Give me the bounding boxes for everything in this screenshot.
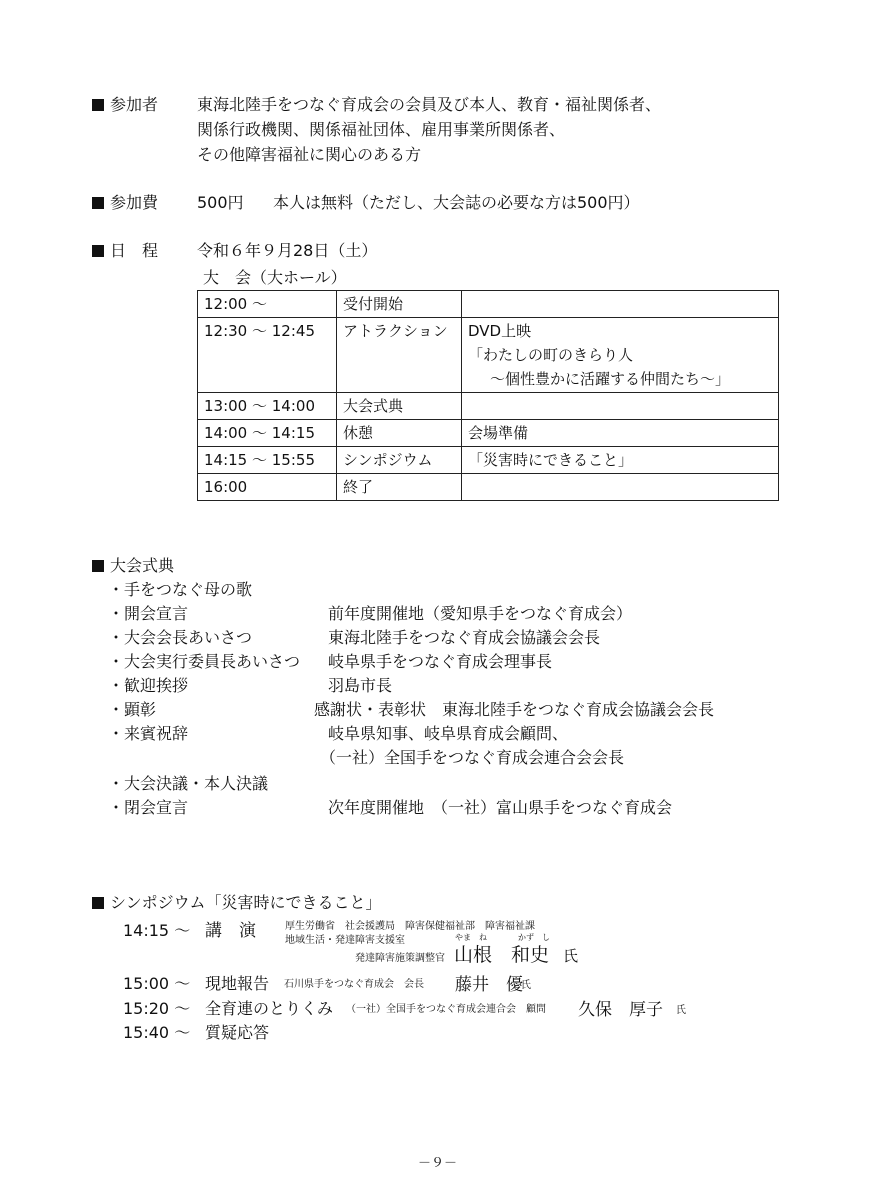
qa-time: 15:40 ～	[123, 1023, 191, 1042]
lecture-ruby-2: かず し	[518, 933, 550, 942]
ceremony-item-by: 前年度開催地（愛知県手をつなぐ育成会）	[328, 604, 633, 623]
report-speaker-name: 藤井 優	[455, 975, 523, 995]
ceremony-item-by: 羽島市長	[328, 676, 393, 695]
time-cell: 12:00 ～	[198, 291, 337, 318]
table-row	[198, 447, 779, 474]
ceremony-item: ・来賓祝辞	[108, 724, 189, 743]
table-row	[198, 474, 779, 501]
table-row	[198, 420, 779, 447]
national-honorific: 氏	[676, 1005, 686, 1016]
lecture-time: 14:15 ～	[123, 921, 191, 940]
page-number: －９－	[418, 1156, 458, 1171]
ceremony-item: ・顕彰	[108, 700, 157, 719]
ceremony-heading: 大会式典	[92, 553, 174, 576]
detail-cell	[462, 318, 779, 393]
bullet-square-icon	[92, 245, 104, 257]
lecture-title: 講 演	[205, 921, 256, 941]
ceremony-item: ・手をつなぐ母の歌	[108, 580, 253, 599]
ceremony-item: ・大会会長あいさつ	[108, 628, 253, 647]
lecture-speaker-name: 山根 和史	[454, 944, 550, 966]
item-cell: 大会式典	[337, 393, 462, 420]
national-speaker-name: 久保 厚子	[578, 1000, 663, 1020]
time-cell: 14:00 ～ 14:15	[198, 420, 337, 447]
schedule-date: 令和６年９月28日（土）	[197, 241, 378, 260]
participants-heading: 参加者	[92, 92, 158, 115]
fee-heading: 参加費	[92, 190, 158, 213]
report-honorific: 氏	[521, 980, 531, 991]
ceremony-item: ・大会実行委員長あいさつ	[108, 652, 301, 671]
bullet-square-icon	[92, 897, 104, 909]
lecture-affiliation-2: 地域生活・発達障害支援室	[285, 935, 405, 946]
item-cell: 終了	[337, 474, 462, 501]
detail-line: DVD上映	[468, 322, 532, 340]
detail-cell: 会場準備	[462, 420, 779, 447]
ceremony-item-by: 岐阜県知事、岐阜県育成会顧問、	[328, 724, 569, 743]
report-affiliation: 石川県手をつなぐ育成会 会長	[284, 979, 424, 990]
report-time: 15:00 ～	[123, 974, 191, 993]
detail-cell	[462, 291, 779, 318]
time-cell: 16:00	[198, 474, 337, 501]
table-row	[198, 318, 779, 393]
participants-line-2: 関係行政機関、関係福祉団体、雇用事業所関係者、	[197, 120, 566, 139]
detail-line: ～個性豊かに活躍する仲間たち～」	[490, 370, 731, 388]
table-row	[198, 393, 779, 420]
detail-line: 「わたしの町のきらり人	[468, 346, 634, 364]
item-cell: 受付開始	[337, 291, 462, 318]
participants-line-3: その他障害福祉に関心のある方	[197, 145, 422, 164]
ceremony-item-by: 東海北陸手をつなぐ育成会協議会会長	[328, 628, 601, 647]
ceremony-item-by: 岐阜県手をつなぐ育成会理事長	[328, 652, 553, 671]
national-title: 全育連のとりくみ	[205, 999, 334, 1018]
bullet-square-icon	[92, 197, 104, 209]
national-time: 15:20 ～	[123, 999, 191, 1018]
schedule-heading: 日 程	[92, 238, 158, 261]
time-cell: 12:30 ～ 12:45	[198, 318, 337, 393]
ceremony-item: ・歓迎挨拶	[108, 676, 189, 695]
lecture-ruby-1: やま ね	[455, 933, 487, 942]
ceremony-item-by: （一社）全国手をつなぐ育成会連合会会長	[320, 748, 625, 767]
ceremony-item: ・開会宣言	[108, 604, 189, 623]
lecture-affiliation-3: 発達障害施策調整官	[355, 953, 445, 964]
bullet-square-icon	[92, 99, 104, 111]
fee-amount: 500円	[197, 193, 244, 212]
detail-cell	[462, 393, 779, 420]
detail-cell: 「災害時にできること」	[462, 447, 779, 474]
schedule-venue: 大 会（大ホール）	[203, 268, 347, 287]
item-cell: 休憩	[337, 420, 462, 447]
bullet-square-icon	[92, 560, 104, 572]
fee-note: 本人は無料（ただし、大会誌の必要な方は500円）	[273, 193, 640, 212]
schedule-table	[197, 290, 779, 501]
lecture-affiliation-1: 厚生労働省 社会援護局 障害保健福祉部 障害福祉課	[285, 921, 535, 932]
ceremony-item: ・閉会宣言	[108, 798, 189, 817]
national-affiliation: （一社）全国手をつなぐ育成会連合会 顧問	[346, 1004, 546, 1015]
ceremony-item-by: 感謝状・表彰状 東海北陸手をつなぐ育成会協議会会長	[314, 700, 715, 719]
ceremony-item: ・大会決議・本人決議	[108, 774, 269, 793]
participants-line-1: 東海北陸手をつなぐ育成会の会員及び本人、教育・福祉関係者、	[197, 95, 662, 114]
item-cell: アトラクション	[337, 318, 462, 393]
lecture-honorific: 氏	[563, 947, 579, 965]
report-title: 現地報告	[205, 974, 270, 993]
detail-cell	[462, 474, 779, 501]
item-cell: シンポジウム	[337, 447, 462, 474]
ceremony-item-by: 次年度開催地 （一社）富山県手をつなぐ育成会	[328, 798, 673, 817]
table-row	[198, 291, 779, 318]
time-cell: 13:00 ～ 14:00	[198, 393, 337, 420]
time-cell: 14:15 ～ 15:55	[198, 447, 337, 474]
qa-title: 質疑応答	[205, 1023, 270, 1042]
symposium-heading: シンポジウム「災害時にできること」	[92, 890, 381, 913]
